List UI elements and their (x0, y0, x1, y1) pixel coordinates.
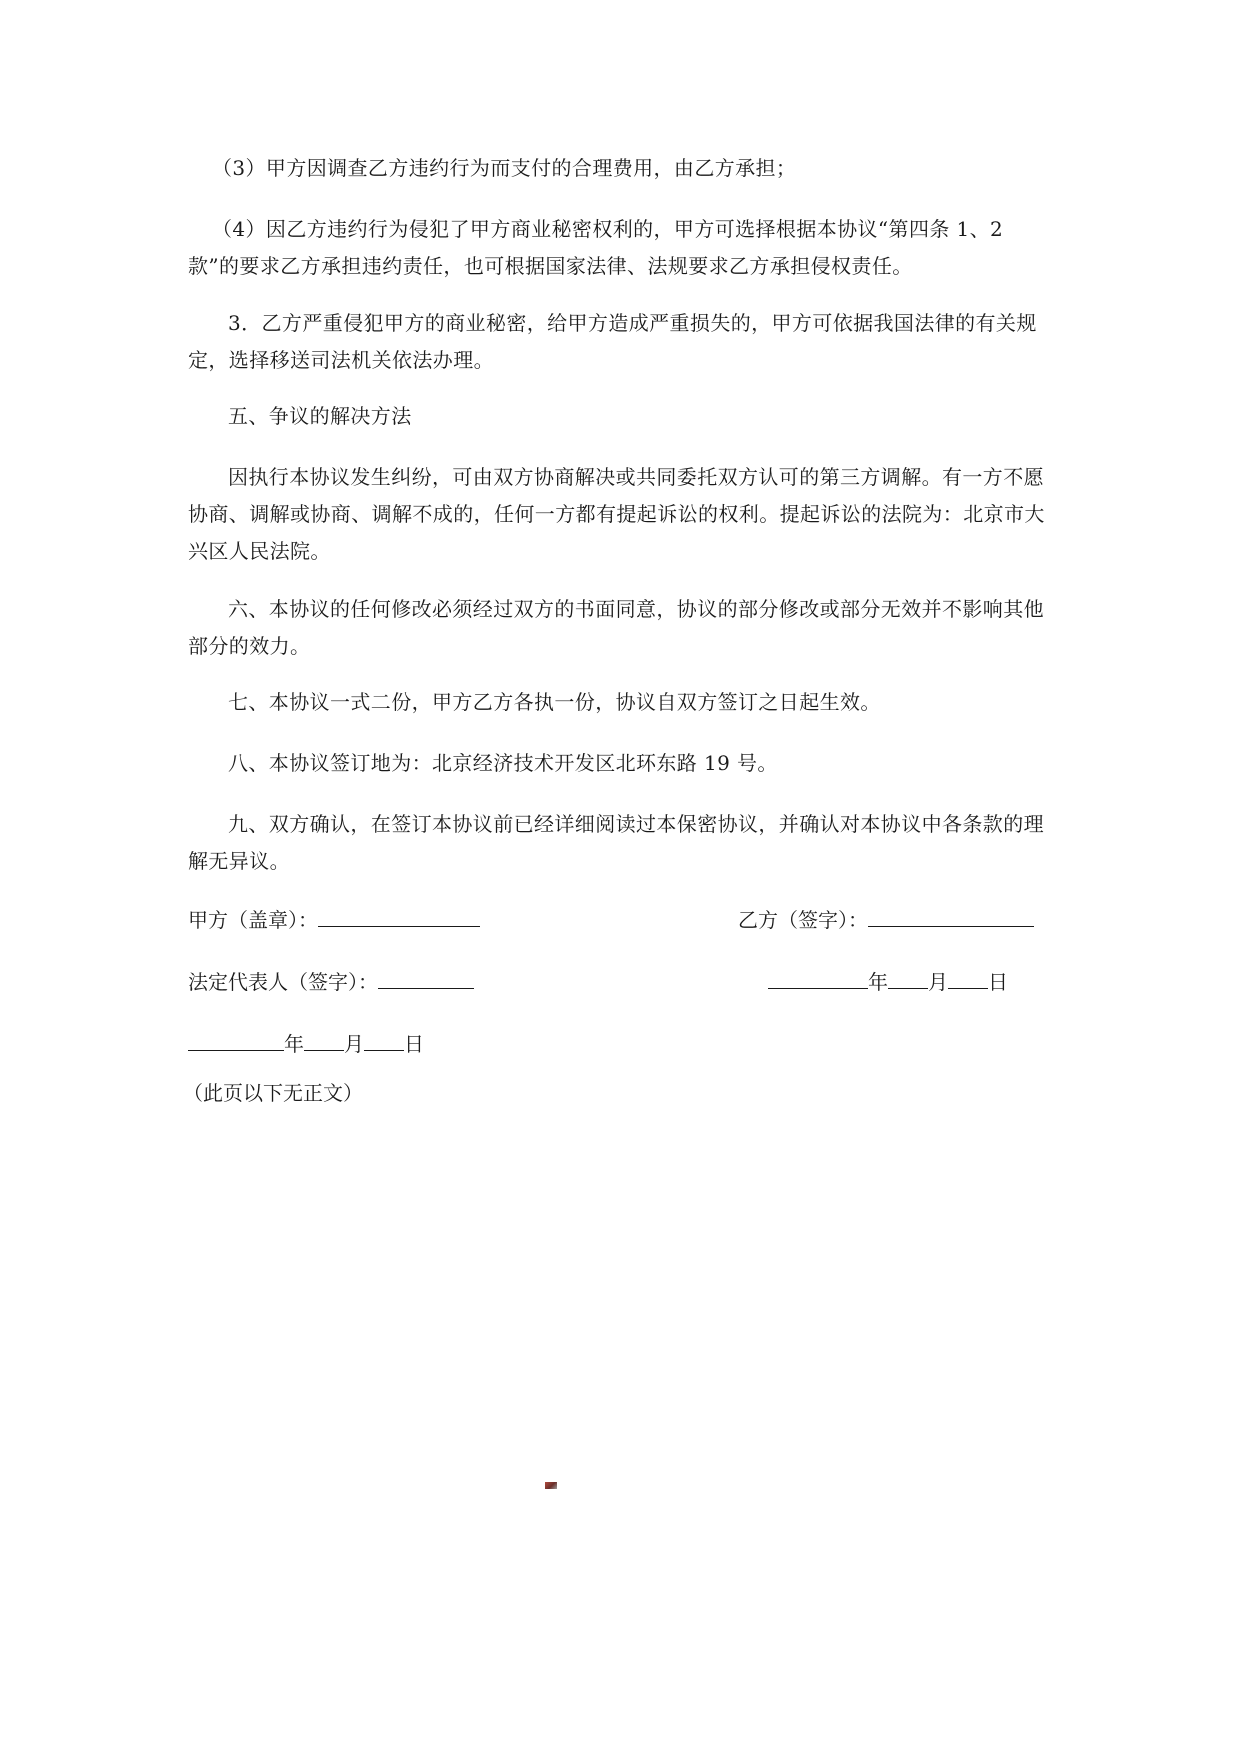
clause-4-3: （3）甲方因调查乙方违约行为而支付的合理费用，由乙方承担； (212, 156, 797, 180)
footer-note: （此页以下无正文） (183, 1081, 363, 1105)
party-a-label: 甲方（盖章）： (188, 908, 318, 932)
party-b-year-label: 年 (868, 970, 888, 994)
legal-rep-blank (378, 966, 474, 989)
party-a-year-blank (188, 1028, 284, 1051)
party-b-month-blank (888, 966, 928, 989)
party-b-date-line (768, 966, 1008, 997)
party-a-day-blank (364, 1028, 404, 1051)
clause-7: 七、本协议一式二份，甲方乙方各执一份，协议自双方签订之日起生效。 (228, 690, 881, 714)
party-a-day-label: 日 (404, 1032, 424, 1056)
party-a-signature-line (188, 904, 480, 935)
party-a-year-label: 年 (284, 1032, 304, 1056)
clause-5-body: 因执行本协议发生纠纷，可由双方协商解决或共同委托双方认可的第三方调解。有一方不愿协商、调解或协商、调解不成的，任何一方都有提起诉讼的权利。提起诉讼的法院为：北京市大兴区人民法院。 (188, 465, 1045, 563)
party-b-day-blank (948, 966, 988, 989)
party-b-label: 乙方（签字）： (738, 908, 868, 932)
party-a-date-line (188, 1028, 424, 1059)
section-heading-5: 五、争议的解决方法 (228, 404, 412, 428)
clause-3: 3．乙方严重侵犯甲方的商业秘密，给甲方造成严重损失的，甲方可依据我国法律的有关规定，选择移送司法机关依法办理。 (188, 311, 1037, 372)
party-b-blank (868, 904, 1034, 927)
party-a-month-blank (304, 1028, 344, 1051)
legal-rep-label: 法定代表人（签字）： (188, 970, 378, 994)
clause-9: 九、双方确认，在签订本协议前已经详细阅读过本保密协议，并确认对本协议中各条款的理解无异议。 (188, 812, 1044, 873)
image-fragment-icon (545, 1482, 557, 1489)
party-a-blank (318, 904, 480, 927)
party-b-day-label: 日 (988, 970, 1008, 994)
clause-4-4: （4）因乙方违约行为侵犯了甲方商业秘密权利的，甲方可选择根据本协议“第四条 1、2 款”的要求乙方承担违约责任，也可根据国家法律、法规要求乙方承担侵权责任。 (188, 217, 1004, 278)
clause-8: 八、本协议签订地为：北京经济技术开发区北环东路 19 号。 (228, 751, 778, 775)
party-a-month-label: 月 (344, 1032, 364, 1056)
party-b-month-label: 月 (928, 970, 948, 994)
clause-6: 六、本协议的任何修改必须经过双方的书面同意，协议的部分修改或部分无效并不影响其他部分的效力。 (188, 597, 1044, 658)
party-b-signature-line (738, 904, 1034, 935)
legal-rep-signature-line (188, 966, 474, 997)
party-b-year-blank (768, 966, 868, 989)
